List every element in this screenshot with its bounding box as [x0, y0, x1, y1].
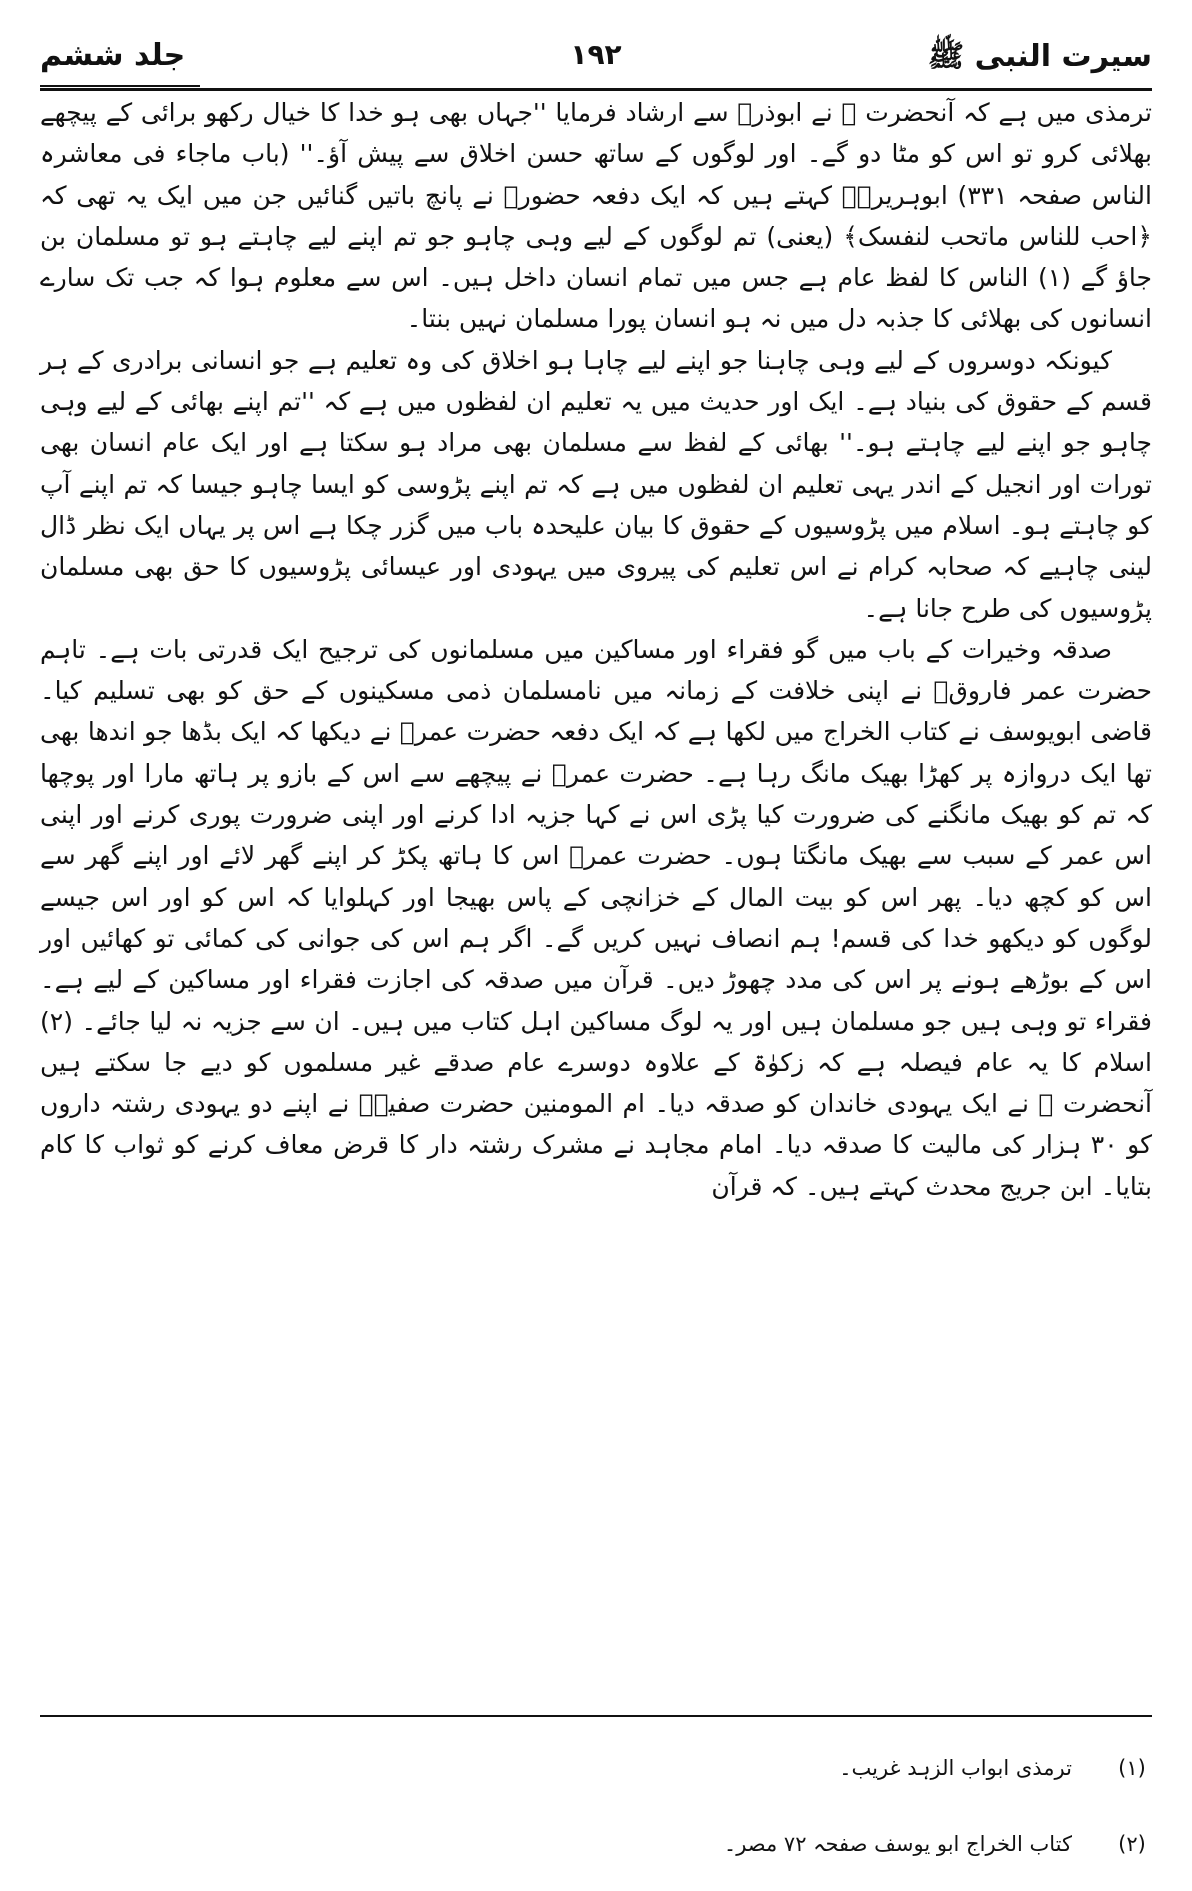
footnote-text: ترمذی ابواب الزہد غریب۔	[839, 1756, 1072, 1780]
footnote-number: (۲)	[1118, 1832, 1146, 1856]
paragraph: ترمذی میں ہے کہ آنحضرت ﷺ نے ابوذرؓ سے ارشاد فرمایا ''جہاں بھی ہو خدا کا خیال رکھو برائی کے پیچھے بھلائی کرو تو اس کو مٹا دو گے۔ اور لوگوں کے ساتھ حسن اخلاق سے پیش آؤ۔'' (باب ماجاء فی معاشرہ الناس صفحہ ۳۳۱) ابوہریرہؓ کہتے ہیں کہ ایک دفعہ حضورؐ نے پانچ باتیں گنائیں جن میں ایک یہ تھی کہ ﴿احب للناس ماتحب لنفسک﴾ (یعنی) تم لوگوں کے لیے وہی چاہو جو تم اپنے لیے چاہتے ہو تو مسلمان بن جاؤ گے (۱) الناس کا لفظ عام ہے جس میں تمام انسان داخل ہیں۔ اس سے معلوم ہوا کہ جب تک سارے انسانوں کی بھلائی کا جذبہ دل میں نہ ہو انسان پورا مسلمان نہیں بنتا۔	[40, 98, 1152, 334]
footnote-number: (۱)	[1118, 1756, 1146, 1780]
footnote-text: کتاب الخراج ابو یوسف صفحہ ۷۲ مصر۔	[723, 1832, 1072, 1856]
footnote-rule	[40, 1715, 1152, 1717]
book-title: سیرت النبی ﷺ	[927, 39, 1152, 74]
page-header	[40, 30, 1152, 90]
page-body	[40, 92, 1152, 1207]
paragraph: کیونکہ دوسروں کے لیے وہی چاہنا جو اپنے لیے چاہا ہو اخلاق کی وہ تعلیم ہے جو انسانی برادری کے ہر قسم کے حقوق کی بنیاد ہے۔ ایک اور حدیث میں یہ تعلیم ان لفظوں میں ہے کہ ''تم اپنے بھائی کے لیے وہی چاہو جو اپنے لیے چاہتے ہو۔'' بھائی کے لفظ سے مسلمان بھی مراد ہو سکتا ہے اور ایک عام انسان بھی تورات اور انجیل کے اندر یہی تعلیم ان لفظوں میں ہے کہ تم اپنے پڑوسی کو ایسا چاہو جیسا کہ تم اپنے آپ کو چاہتے ہو۔ اسلام میں پڑوسیوں کے حقوق کا بیان علیحدہ باب میں گزر چکا ہے اس پر یہاں ایک نظر ڈال لینی چاہیے کہ صحابہ کرام نے اس تعلیم کی پیروی میں یہودی اور عیسائی پڑوسیوں کا حق بھی مسلمان پڑوسیوں کی طرح جانا ہے۔	[40, 345, 1152, 623]
page-number: ۱۹۲	[570, 38, 622, 71]
footnote	[40, 1730, 1152, 1806]
footnote	[40, 1806, 1152, 1882]
volume-label: جلد ششم	[40, 38, 186, 73]
footnotes	[40, 1730, 1152, 1882]
paragraph: صدقہ وخیرات کے باب میں گو فقراء اور مساکین میں مسلمانوں کی ترجیح ایک قدرتی بات ہے۔ تاہم حضرت عمر فاروقؓ نے اپنی خلافت کے زمانہ میں نامسلمان ذمی مسکینوں کے حق کو بھی تسلیم کیا۔ قاضی ابویوسف نے کتاب الخراج میں لکھا ہے کہ ایک دفعہ حضرت عمرؓ نے دیکھا کہ ایک بڈھا جو اندھا بھی تھا ایک دروازہ پر کھڑا بھیک مانگ رہا ہے۔ حضرت عمرؓ نے پیچھے سے اس کے بازو پر ہاتھ مارا اور پوچھا کہ تم کو بھیک مانگنے کی ضرورت کیا پڑی اس نے کہا جزیہ ادا کرنے اور اپنی ضرورت پوری کرنے اور اپنی اس عمر کے سبب سے بھیک مانگتا ہوں۔ حضرت عمرؓ اس کا ہاتھ پکڑ کر اپنے گھر لائے اور اپنے گھر سے اس کو کچھ دیا۔ پھر اس کو بیت المال کے خزانچی کے پاس بھیجا اور کہلوایا کہ اس کو اور اس جیسے لوگوں کو دیکھو خدا کی قسم! ہم انصاف نہیں کریں گے۔ اگر ہم اس کی جوانی کی کمائی تو کھائیں اور اس کے بوڑھے ہونے پر اس کی مدد چھوڑ دیں۔ قرآن میں صدقہ کی اجازت فقراء اور مساکین کے لیے ہے۔ فقراء تو وہی ہیں جو مسلمان ہیں اور یہ لوگ مساکین اہل کتاب میں ہیں۔ ان سے جزیہ نہ لیا جائے۔ (۲) اسلام کا یہ عام فیصلہ ہے کہ زکوٰۃ کے علاوہ دوسرے عام صدقے غیر مسلموں کو دیے جا سکتے ہیں آنحضرت ﷺ نے ایک یہودی خاندان کو صدقہ دیا۔ ام المومنین حضرت صفیہؓ نے اپنے دو یہودی رشتہ داروں کو ۳۰ ہزار کی مالیت کا صدقہ دیا۔ امام مجاہد نے مشرک رشتہ دار کا قرض معاف کرنے کو ثواب کا کام بتایا۔ ابن جریج محدث کہتے ہیں۔ کہ قرآن	[40, 634, 1152, 1201]
header-rule	[40, 88, 1152, 91]
